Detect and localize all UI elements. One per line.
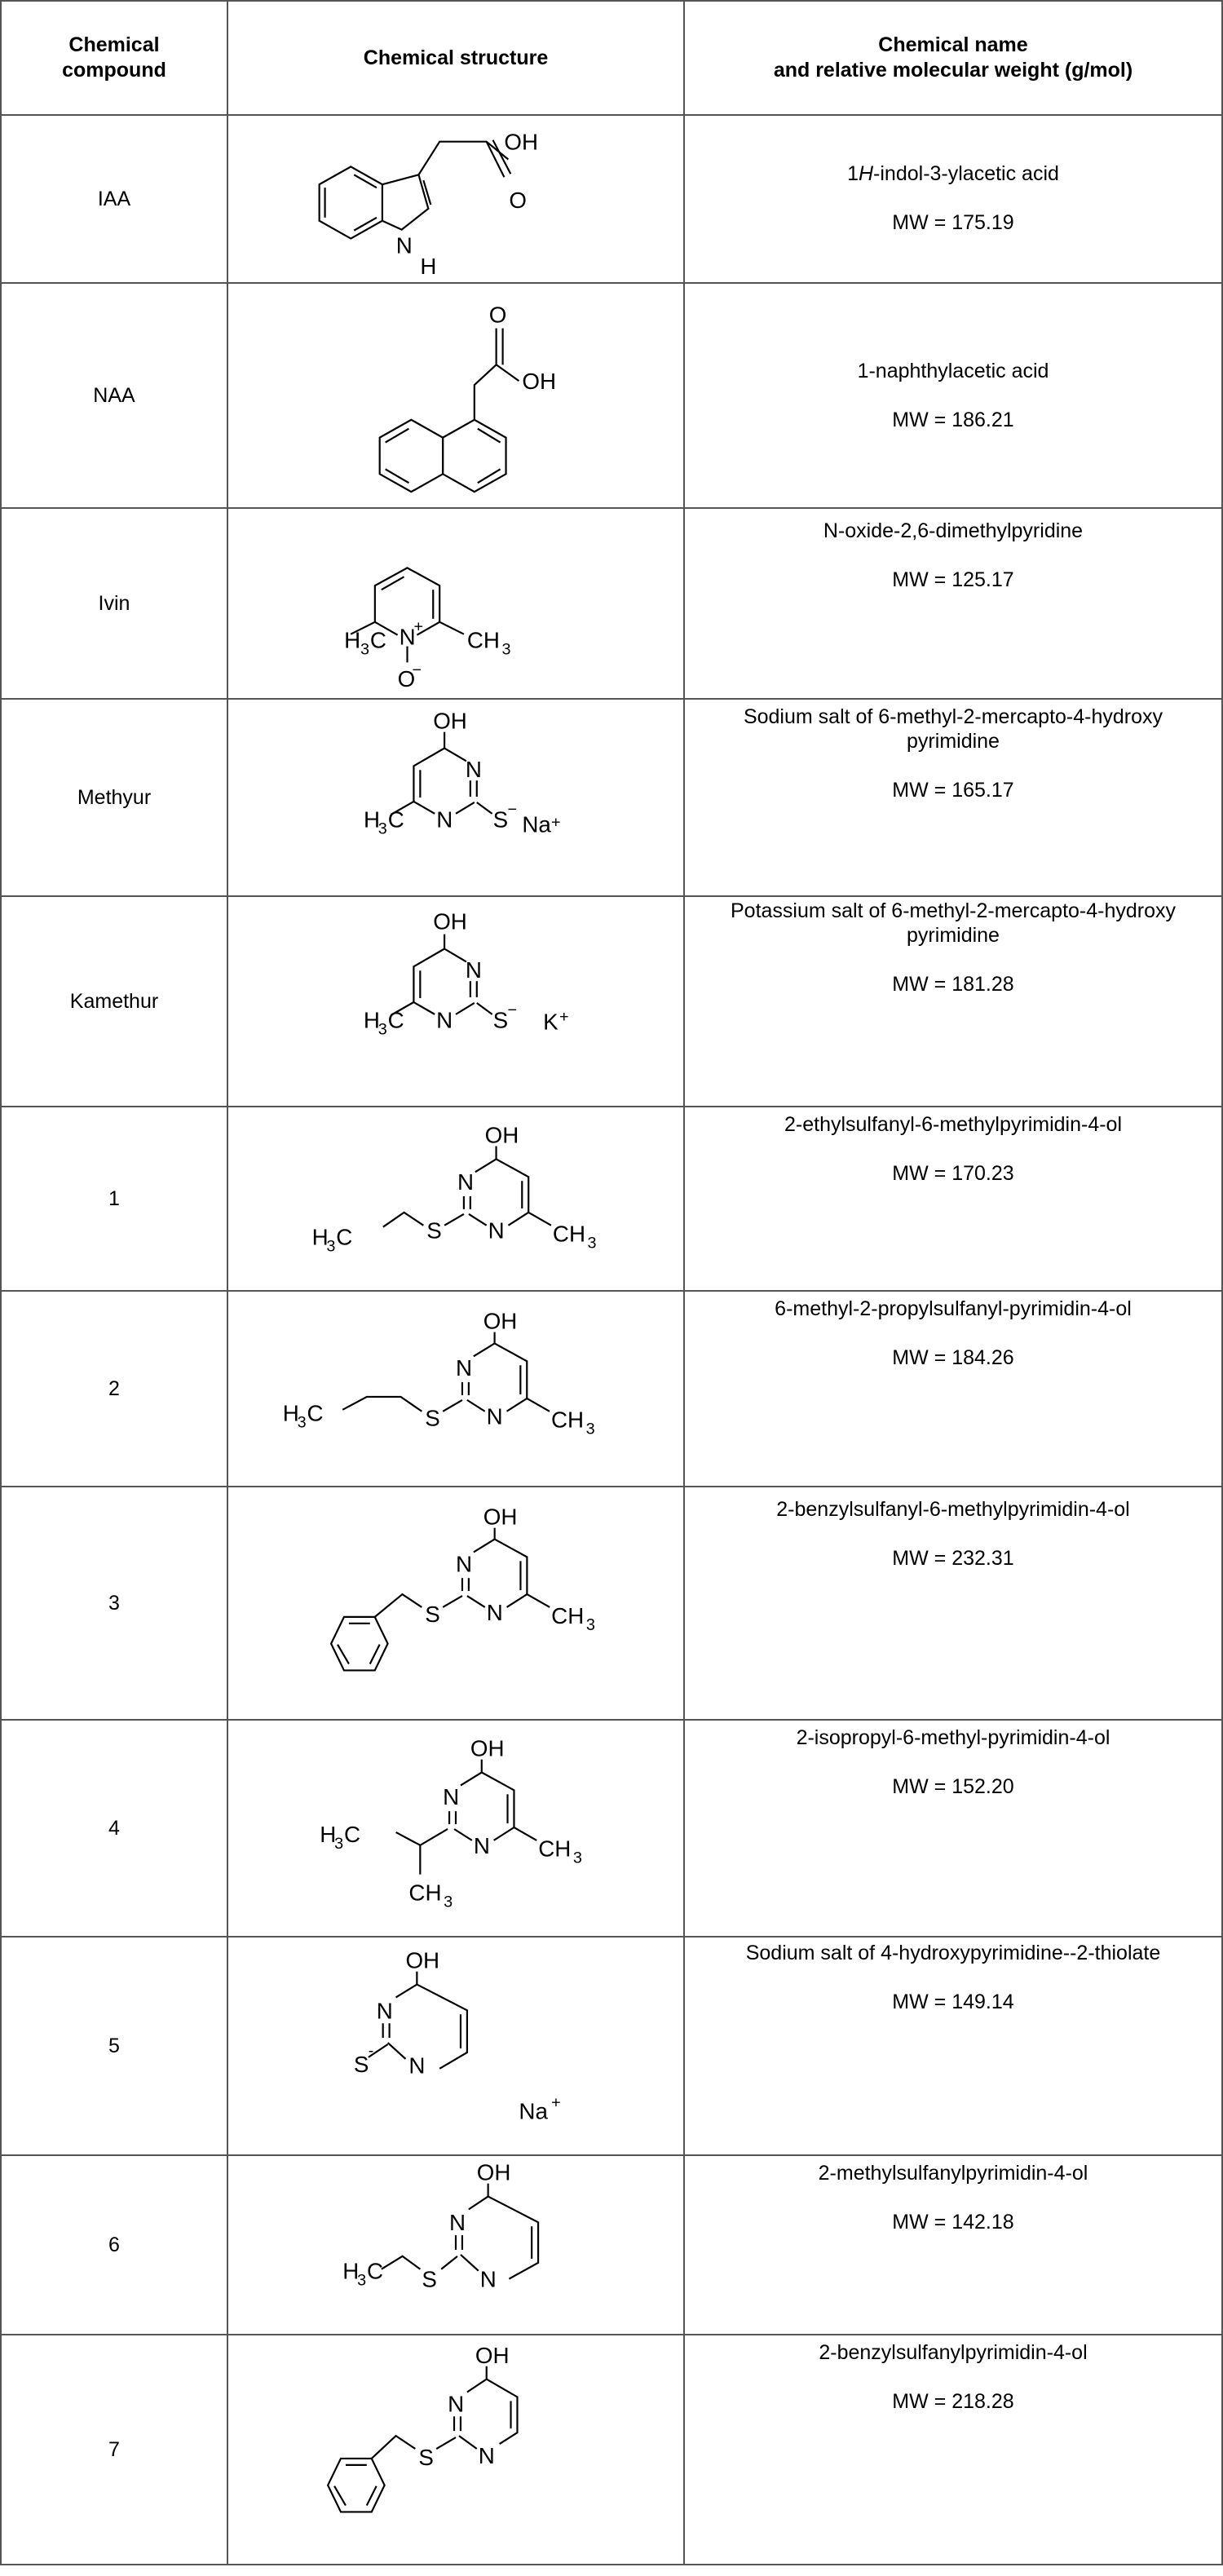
structure-4 xyxy=(227,1720,684,1937)
name-cell xyxy=(684,508,1222,699)
atom-label: 3 xyxy=(585,1615,595,1634)
atom-label: CH xyxy=(466,627,500,653)
atom-label: S xyxy=(492,1007,509,1033)
atom-label: N xyxy=(486,1403,503,1429)
molecular-weight: MW = 142.18 xyxy=(892,2211,1014,2234)
name-cell xyxy=(684,283,1222,508)
atom-label: 3 xyxy=(501,640,511,659)
atom-label: H xyxy=(344,627,361,653)
molecular-weight: MW = 149.14 xyxy=(892,1991,1014,2013)
atom-label: OH xyxy=(522,369,557,395)
atom-label: K xyxy=(543,1009,559,1035)
atom-label: OH xyxy=(470,1735,505,1761)
compound-id: Ivin xyxy=(1,508,227,699)
atom-label: S xyxy=(492,806,509,833)
compound-id: 2 xyxy=(1,1291,227,1487)
atom-label: N xyxy=(457,1169,475,1195)
atom-label: C xyxy=(369,627,386,653)
chemical-name: 2-methylsulfanylpyrimidin-4-ol xyxy=(818,2162,1088,2185)
table-row xyxy=(1,2335,1222,2565)
atom-label: S xyxy=(425,1405,440,1431)
structure-image xyxy=(228,2156,683,2334)
structure-image xyxy=(228,1721,683,1936)
table-row xyxy=(1,283,1222,508)
atom-label: CH xyxy=(551,1602,585,1628)
structure-5 xyxy=(227,1937,684,2155)
atom-label: 3 xyxy=(360,640,370,659)
chemical-name: 2-benzylsulfanyl-6-methylpyrimidin-4-ol xyxy=(776,1498,1130,1521)
structure-kamethur xyxy=(227,896,684,1107)
atom-label: Na xyxy=(522,811,551,837)
name-cell xyxy=(684,1487,1222,1720)
chemical-name: 2-isopropyl-6-methyl-pyrimidin-4-ol xyxy=(796,1726,1110,1749)
atom-label: − xyxy=(507,800,518,819)
chemical-name: Potassium salt of 6-methyl-2-mercapto-4-hydroxy pyrimidine xyxy=(730,899,1177,947)
header-name-line2: and relative molecular weight (g/mol) xyxy=(773,59,1133,82)
structure-image xyxy=(228,1938,683,2154)
compound-id: NAA xyxy=(1,283,227,508)
atom-label: N xyxy=(449,2210,466,2236)
atom-label: 3 xyxy=(587,1234,597,1253)
structure-methyur xyxy=(227,699,684,896)
atom-label: Na xyxy=(519,2098,548,2124)
molecular-weight: MW = 184.26 xyxy=(892,1346,1014,1369)
atom-label: N xyxy=(395,232,413,258)
table-row xyxy=(1,508,1222,699)
atom-label: H xyxy=(420,254,437,280)
atom-label: OH xyxy=(483,1504,518,1530)
molecular-weight: MW = 218.28 xyxy=(892,2390,1014,2413)
atom-label: OH xyxy=(475,2342,510,2368)
atom-label: CH xyxy=(552,1221,586,1247)
atom-label: N xyxy=(376,1998,393,2024)
atom-label: 3 xyxy=(357,2271,367,2290)
atom-label: - xyxy=(368,2041,374,2060)
atom-label: 3 xyxy=(585,1420,595,1438)
structure-2 xyxy=(227,1291,684,1487)
name-cell xyxy=(684,1107,1222,1291)
atom-label: − xyxy=(507,1001,518,1019)
structure-image xyxy=(228,700,683,895)
molecular-weight: MW = 181.28 xyxy=(892,973,1014,996)
compound-id: 5 xyxy=(1,1937,227,2155)
atom-label: + xyxy=(551,2093,561,2112)
atom-label: OH xyxy=(433,708,467,734)
header-compound-line1: Chemical xyxy=(68,33,160,56)
name-part: 1 xyxy=(847,162,859,185)
atom-label: + xyxy=(413,617,424,636)
atom-label: 3 xyxy=(572,1849,582,1867)
atom-label: H xyxy=(363,806,380,833)
compound-id: Methyur xyxy=(1,699,227,896)
compound-id: IAA xyxy=(1,115,227,283)
atom-label: C xyxy=(344,1821,361,1847)
chemical-name: 2-benzylsulfanylpyrimidin-4-ol xyxy=(819,2341,1088,2364)
name-cell xyxy=(684,699,1222,896)
molecular-weight: MW = 232.31 xyxy=(892,1547,1014,1570)
molecular-weight: MW = 125.17 xyxy=(892,568,1014,591)
atom-label: H xyxy=(282,1400,299,1426)
molecular-weight: MW = 175.19 xyxy=(892,211,1014,234)
name-cell xyxy=(684,1937,1222,2155)
chemical-name: Sodium salt of 6-methyl-2-mercapto-4-hydroxy pyrimidine xyxy=(743,705,1163,753)
atom-label: N xyxy=(436,806,453,833)
structure-7 xyxy=(227,2335,684,2565)
atom-label: CH xyxy=(408,1880,442,1906)
atom-label: S xyxy=(426,1217,442,1244)
atom-label: 3 xyxy=(334,1834,344,1853)
structure-naa xyxy=(227,283,684,508)
table-row xyxy=(1,699,1222,896)
compound-id: 3 xyxy=(1,1487,227,1720)
atom-label: N xyxy=(486,1599,503,1625)
atom-label: H xyxy=(311,1224,329,1250)
atom-label: H xyxy=(363,1007,380,1033)
atom-label: H xyxy=(342,2258,360,2284)
name-cell xyxy=(684,115,1222,283)
atom-label: OH xyxy=(484,1122,519,1148)
atom-label: N xyxy=(456,1551,473,1577)
structure-image xyxy=(228,1107,683,1290)
atom-label: C xyxy=(387,806,404,833)
compound-id: Kamethur xyxy=(1,896,227,1107)
atom-label: 3 xyxy=(326,1237,336,1256)
atom-label: OH xyxy=(433,908,467,935)
atom-label: 3 xyxy=(444,1893,453,1911)
structure-image xyxy=(228,116,683,282)
header-compound xyxy=(1,1,227,115)
compound-id: 4 xyxy=(1,1720,227,1937)
atom-label: C xyxy=(336,1224,353,1250)
table-row xyxy=(1,1487,1222,1720)
atom-label: S xyxy=(353,2051,369,2077)
structure-image xyxy=(228,1292,683,1486)
atom-label: OH xyxy=(405,1947,440,1973)
atom-label: 3 xyxy=(377,1020,387,1039)
name-italic: H xyxy=(858,162,874,185)
atom-label: N xyxy=(448,2391,465,2417)
atom-label: O xyxy=(397,666,416,692)
atom-label: N xyxy=(443,1784,460,1810)
atom-label: S xyxy=(418,2444,434,2470)
table-row xyxy=(1,115,1222,283)
structure-6 xyxy=(227,2155,684,2335)
compound-id: 6 xyxy=(1,2155,227,2335)
name-cell xyxy=(684,2155,1222,2335)
chemical-name xyxy=(685,161,1221,186)
atom-label: OH xyxy=(504,129,538,155)
atom-label: N xyxy=(436,1007,453,1033)
atom-label: CH xyxy=(551,1407,585,1433)
molecular-weight: MW = 186.21 xyxy=(892,409,1014,431)
atom-label: 3 xyxy=(297,1413,307,1432)
atom-label: C xyxy=(387,1007,404,1033)
structure-ivin xyxy=(227,508,684,699)
chemical-name: 6-methyl-2-propylsulfanyl-pyrimidin-4-ol xyxy=(775,1297,1132,1320)
atom-label: CH xyxy=(538,1836,572,1862)
atom-label: N xyxy=(399,624,416,650)
atom-label: O xyxy=(509,187,527,213)
structure-iaa xyxy=(227,115,684,283)
molecular-weight: MW = 152.20 xyxy=(892,1775,1014,1798)
atom-label: N xyxy=(456,1355,473,1381)
atom-label: OH xyxy=(476,2159,511,2185)
header-compound-line2: compound xyxy=(62,59,166,82)
name-cell xyxy=(684,1720,1222,1937)
atom-label: C xyxy=(307,1400,324,1426)
name-part: -indol-3-ylacetic acid xyxy=(873,162,1059,185)
atom-label: O xyxy=(488,302,507,328)
atom-label: S xyxy=(425,1601,440,1627)
atom-label: N xyxy=(465,757,482,783)
table-row xyxy=(1,1107,1222,1291)
table-row xyxy=(1,896,1222,1107)
atom-label: N xyxy=(408,2052,426,2079)
atom-label: N xyxy=(465,957,482,983)
chemical-name: N-oxide-2,6-dimethylpyridine xyxy=(823,519,1084,542)
header-structure: Chemical structure xyxy=(227,1,684,115)
atom-label: 3 xyxy=(377,820,387,838)
atom-label: C xyxy=(367,2258,384,2284)
table-row xyxy=(1,1937,1222,2155)
header-name-line1: Chemical name xyxy=(878,33,1028,56)
structure-image xyxy=(228,509,683,698)
name-cell xyxy=(684,2335,1222,2565)
header-row xyxy=(1,1,1222,115)
compound-id: 7 xyxy=(1,2335,227,2565)
atom-label: N xyxy=(479,2266,497,2292)
chemical-name: 2-ethylsulfanyl-6-methylpyrimidin-4-ol xyxy=(784,1113,1123,1136)
atom-label: + xyxy=(551,813,561,832)
structure-image xyxy=(228,1487,683,1719)
atom-label: OH xyxy=(483,1308,518,1334)
chemical-name: 1-naphthylacetic acid xyxy=(857,360,1049,382)
structure-image xyxy=(228,284,683,507)
header-name xyxy=(684,1,1222,115)
name-cell xyxy=(684,896,1222,1107)
atom-label: + xyxy=(559,1007,569,1026)
name-cell xyxy=(684,1291,1222,1487)
structure-image xyxy=(228,2335,683,2564)
atom-label: S xyxy=(422,2266,437,2292)
chemical-name: Sodium salt of 4-hydroxypyrimidine--2-thiolate xyxy=(745,1942,1161,1964)
table-row xyxy=(1,2155,1222,2335)
atom-label: H xyxy=(320,1821,337,1847)
structure-3 xyxy=(227,1487,684,1720)
compound-id: 1 xyxy=(1,1107,227,1291)
atom-label: N xyxy=(478,2442,495,2468)
molecular-weight: MW = 165.17 xyxy=(892,779,1014,802)
structure-1 xyxy=(227,1107,684,1291)
atom-label: − xyxy=(412,661,422,680)
molecular-weight: MW = 170.23 xyxy=(892,1162,1014,1185)
structure-image xyxy=(228,897,683,1106)
atom-label: N xyxy=(488,1217,505,1244)
atom-label: N xyxy=(473,1832,490,1858)
table-row xyxy=(1,1720,1222,1937)
table-row xyxy=(1,1291,1222,1487)
